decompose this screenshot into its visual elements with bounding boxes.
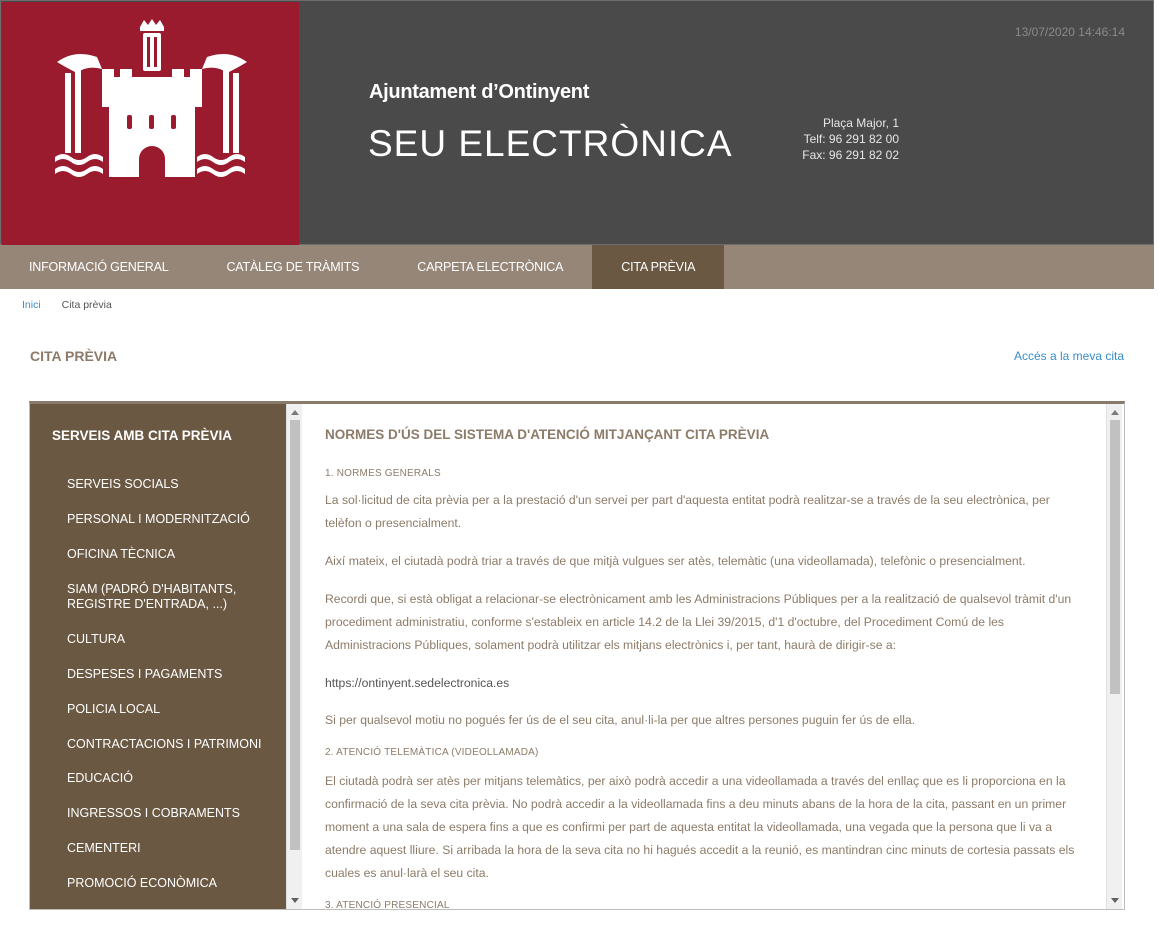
section-heading: 2. ATENCIÓ TELEMÀTICA (VIDEOLLAMADA) xyxy=(325,747,539,758)
appointment-panel xyxy=(29,401,1125,910)
paragraph: Així mateix, el ciutadà podrà triar a través de que mitjà vulgues ser atès, telemàtic (una videollamada), telefònic o presencialment. xyxy=(325,554,1026,568)
breadcrumb xyxy=(22,299,112,311)
sidebar-item-cultura[interactable]: CULTURA xyxy=(67,632,126,646)
sidebar-item-despeses[interactable]: DESPESES I PAGAMENTS xyxy=(67,667,223,681)
fax-line: Fax: 96 291 82 02 xyxy=(802,148,899,162)
nav-carpeta-electronica[interactable]: CARPETA ELECTRÒNICA xyxy=(417,260,564,274)
scroll-down-icon[interactable] xyxy=(1111,898,1119,903)
organization-name: Ajuntament d’Ontinyent xyxy=(369,81,590,103)
sidebar-scrollbar[interactable] xyxy=(286,404,302,909)
sidebar-item-promocio-economica[interactable]: PROMOCIÓ ECONÒMICA xyxy=(67,876,218,890)
logo[interactable] xyxy=(2,2,299,245)
sidebar-item-oficina-tecnica[interactable]: OFICINA TÈCNICA xyxy=(67,547,176,561)
sidebar-item-contractacions[interactable]: CONTRACTACIONS I PATRIMONI xyxy=(67,737,262,751)
content-scrollbar[interactable] xyxy=(1106,404,1122,909)
breadcrumb-home-link[interactable]: Inici xyxy=(22,299,41,311)
portal-name: SEU ELECTRÒNICA xyxy=(368,123,733,164)
server-datetime: 13/07/2020 14:46:14 xyxy=(1014,25,1125,39)
sidebar-title: SERVEIS AMB CITA PRÈVIA xyxy=(52,428,233,443)
sidebar-item-educacio[interactable]: EDUCACIÓ xyxy=(67,771,133,785)
nav-cita-previa[interactable]: CITA PRÈVIA xyxy=(592,245,724,289)
paragraph: Recordi que, si està obligat a relacionar-se electrònicament amb les Administracions Públiques per a la realització de qualsevol tràmit d'un procediment administratiu, conforme s'estableix en article 14.2 de la Llei 39/2015, d'1 d'octubre, del Procediment Comú de les Administracions Públiques, solament podrà utilitzar els mitjans electrònics i, per tant, haurà de dirigir-se a: xyxy=(325,592,1072,652)
rules-content xyxy=(304,404,1106,909)
nav-informacio-general[interactable]: INFORMACIÓ GENERAL xyxy=(29,260,169,274)
scroll-up-icon[interactable] xyxy=(291,410,299,415)
services-sidebar xyxy=(30,404,286,909)
paragraph: El ciutadà podrà ser atès per mitjans telemàtics, per això podrà accedir a una videollamada a través del enllaç que es li proporciona en la confirmació de la seva cita prèvia. No podrà accedir a la videollamada fins a deu minuts abans de la hora de la cita, passant en un primer moment a una sala de espera fins a que es confirmi per part de aquesta entitat la videollamada, una vegada que la persona que li va a atendre aquest lliure. Si arribada la hora de la seva cita no hi hagués accedit a la reunió, es mantindran cinc minuts de cortesia passats els cuales es anul·larà el seu cita. xyxy=(325,774,1075,880)
paragraph: La sol·licitud de cita prèvia per a la prestació d'un servei per part d'aquesta entitat podrà realitzar-se a través de la seu electrònica, per telèfon o presencialment. xyxy=(325,493,1050,530)
coat-of-arms-icon xyxy=(47,17,257,187)
page-title: CITA PRÈVIA xyxy=(30,348,118,364)
contact-info xyxy=(781,115,899,163)
address-line: Plaça Major, 1 xyxy=(822,116,899,130)
section-heading: 1. NORMES GENERALS xyxy=(325,468,441,479)
sede-url-link[interactable]: https://ontinyent.sedelectronica.es xyxy=(325,676,510,690)
section-heading: 3. ATENCIÓ PRESENCIAL xyxy=(325,900,450,909)
phone-line: Telf: 96 291 82 00 xyxy=(803,132,899,146)
access-my-appointment-link[interactable]: Accés a la meva cita xyxy=(1013,349,1124,363)
nav-cataleg-tramits[interactable]: CATÀLEG DE TRÀMITS xyxy=(226,260,360,274)
site-header xyxy=(0,0,1154,245)
breadcrumb-current: Cita prèvia xyxy=(61,299,112,311)
sidebar-item-personal[interactable]: PERSONAL I MODERNITZACIÓ xyxy=(67,512,250,526)
sidebar-item-serveis-socials[interactable]: SERVEIS SOCIALS xyxy=(67,477,179,491)
scroll-up-icon[interactable] xyxy=(1111,410,1119,415)
scroll-down-icon[interactable] xyxy=(291,898,299,903)
sidebar-item-siam[interactable]: SIAM (PADRÓ D'HABITANTS, REGISTRE D'ENTRADA, ...) xyxy=(67,582,237,611)
content-scroll-thumb[interactable] xyxy=(1110,420,1120,694)
paragraph: Si per qualsevol motiu no pogués fer ús de el seu cita, anul·li-la per que altres persones puguin fer ús de ella. xyxy=(325,713,916,727)
content-title: NORMES D'ÚS DEL SISTEMA D'ATENCIÓ MITJANÇANT CITA PRÈVIA xyxy=(325,427,770,442)
main-nav xyxy=(0,245,1154,289)
sidebar-item-ingressos[interactable]: INGRESSOS I COBRAMENTS xyxy=(67,806,240,820)
sidebar-scroll-thumb[interactable] xyxy=(290,420,300,850)
sidebar-item-cementeri[interactable]: CEMENTERI xyxy=(67,841,141,855)
sidebar-item-policia-local[interactable]: POLICIA LOCAL xyxy=(67,702,161,716)
